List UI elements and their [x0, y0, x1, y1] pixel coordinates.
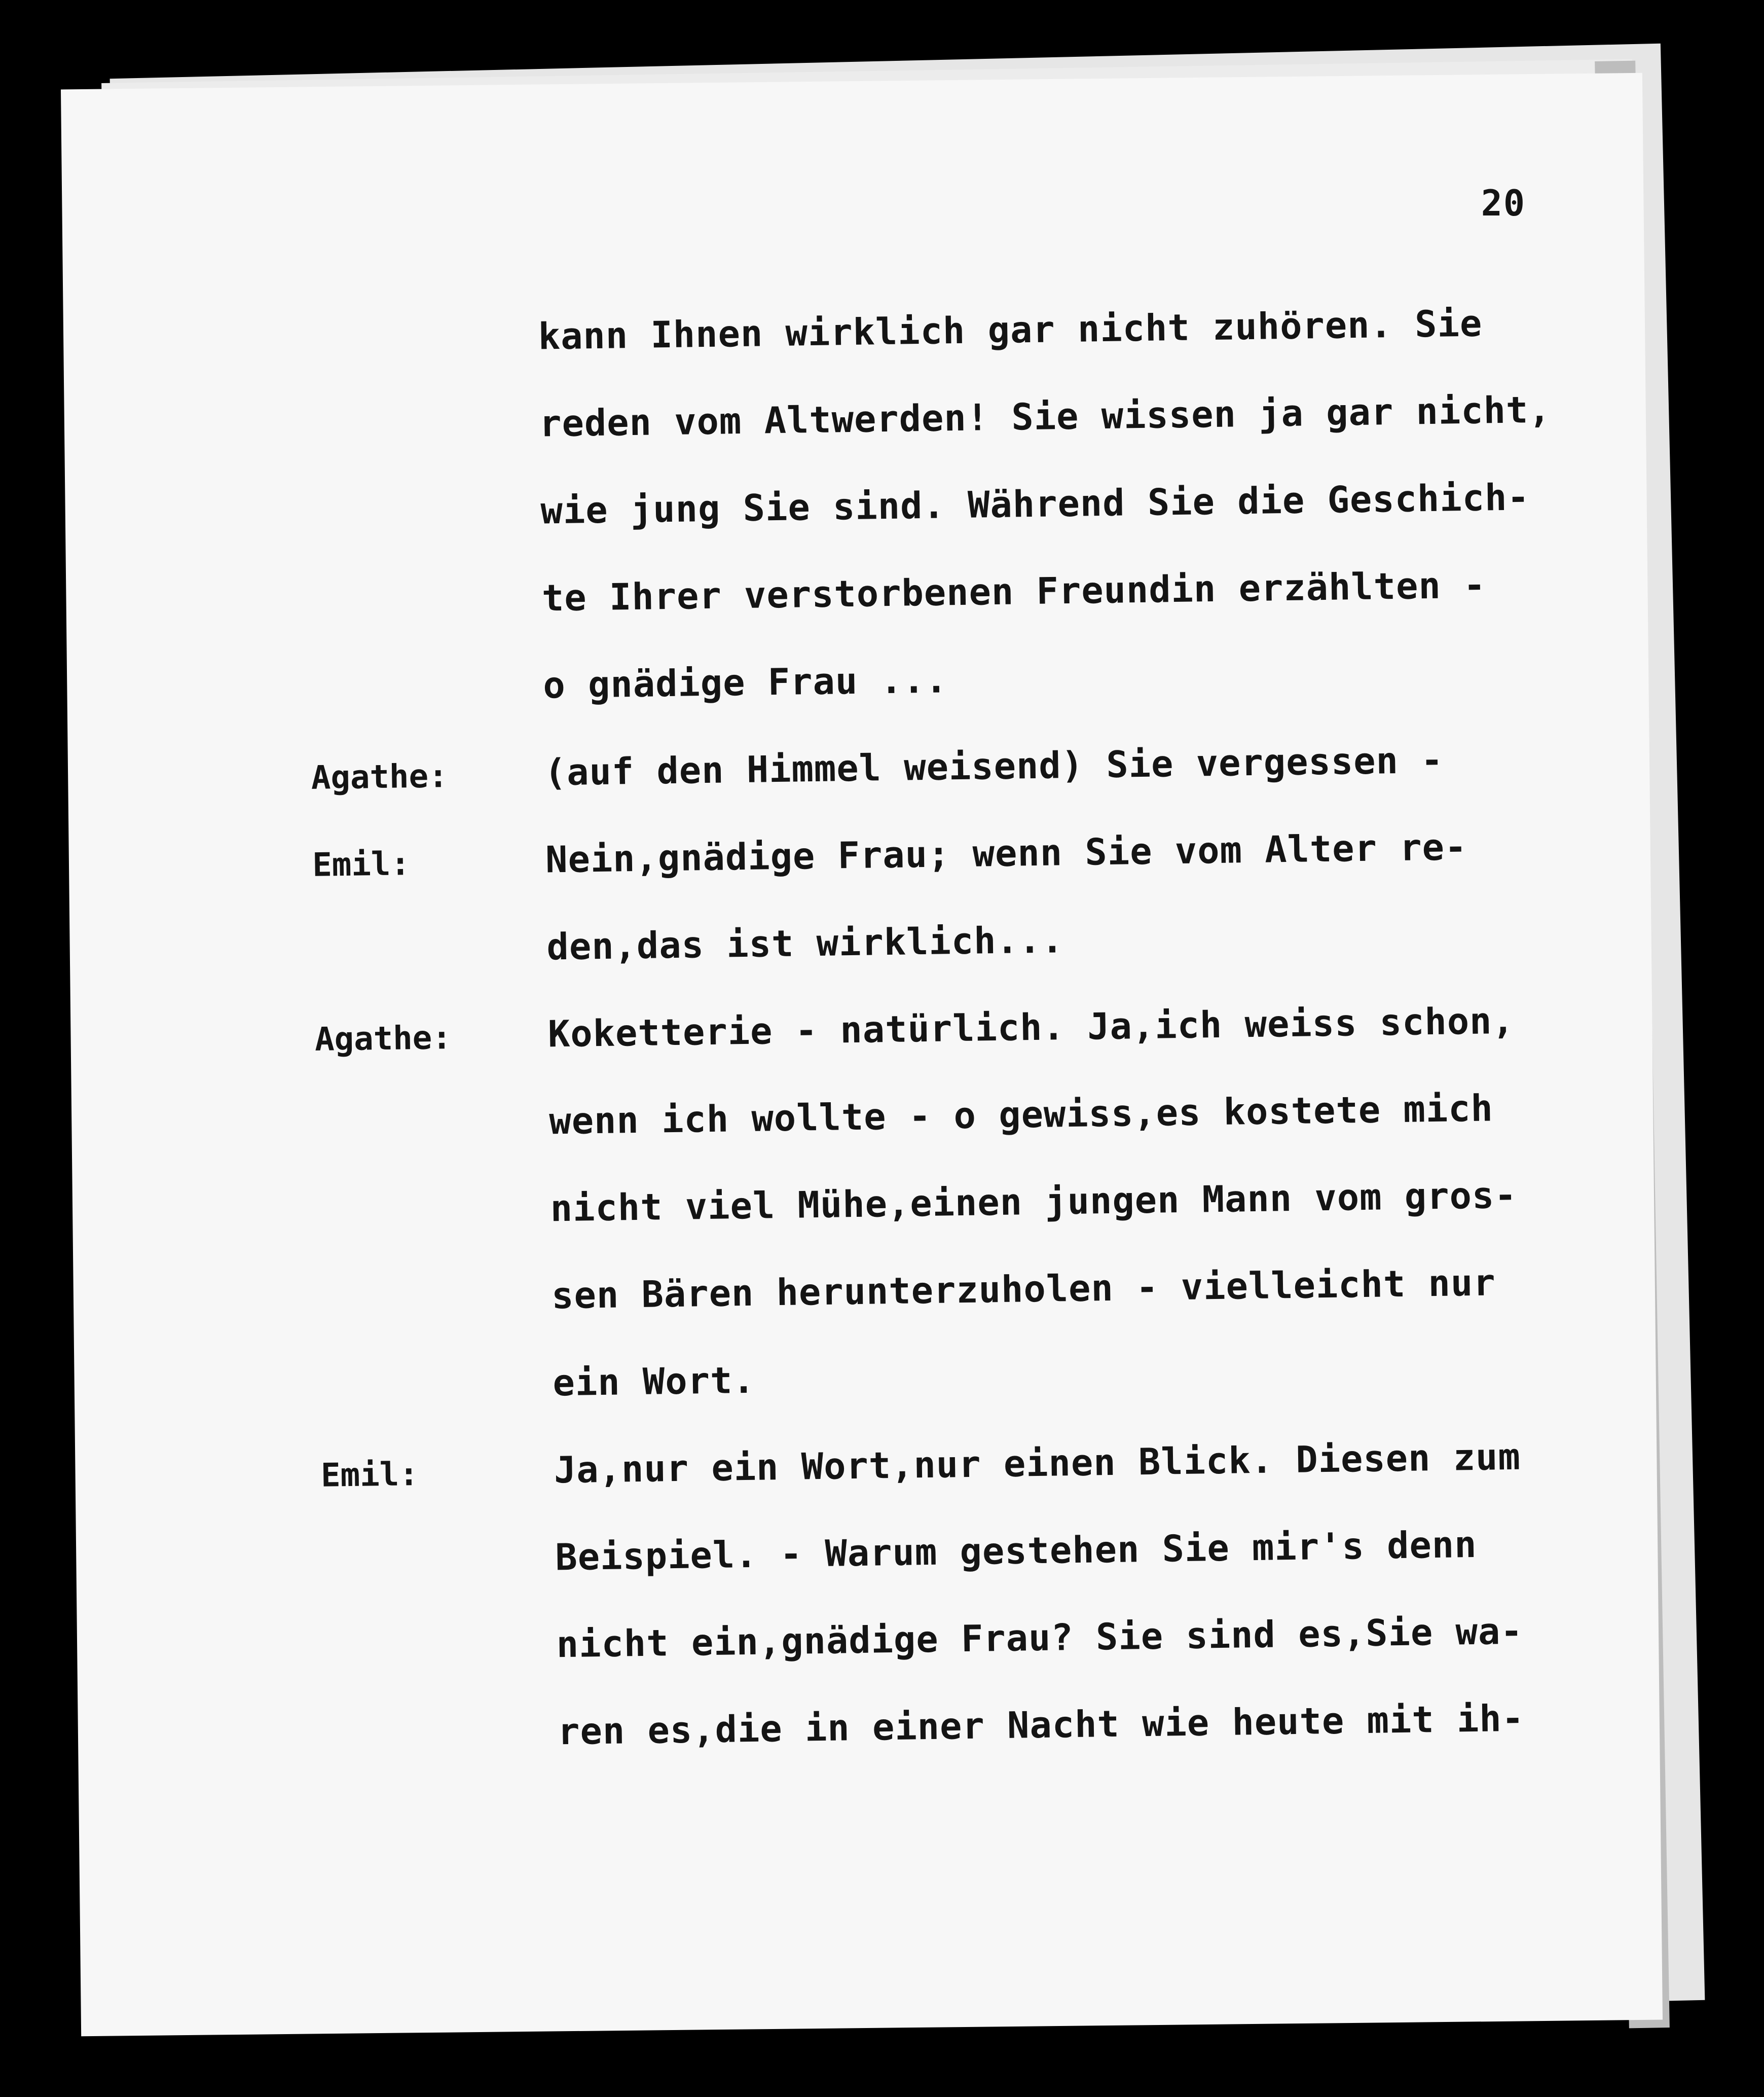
script-line	[317, 1215, 1616, 1320]
speaker-name: Agathe:	[311, 757, 449, 797]
dialogue-text: te Ihrer verstorbenen Freundin erzählten -	[541, 563, 1486, 620]
dialogue-text: Koketterie - natürlich. Ja,ich weiss schon,	[547, 999, 1515, 1056]
script-line	[323, 1651, 1622, 1756]
dialogue-text: nicht viel Mühe,einen jungen Mann vom gros-	[550, 1173, 1518, 1230]
script-line	[311, 779, 1610, 884]
script-line	[322, 1564, 1621, 1669]
dialogue-text: (auf den Himmel weisend) Sie vergessen -	[544, 738, 1444, 794]
script-line	[307, 430, 1605, 535]
page-number: 20	[1481, 183, 1526, 224]
dialogue-text: Ja,nur ein Wort,nur einen Blick. Diesen zum	[554, 1435, 1521, 1492]
dialogue-text: wenn ich wollte - o gewiss,es kostete mich	[548, 1087, 1494, 1143]
script-line	[316, 1128, 1615, 1233]
script-line	[320, 1389, 1619, 1495]
script-line	[308, 517, 1606, 623]
script-line	[321, 1476, 1620, 1582]
script-line	[305, 343, 1604, 448]
dialogue-text: ein Wort.	[553, 1358, 756, 1404]
dialogue-text: o gnädige Frau ...	[542, 658, 948, 707]
script-line	[314, 953, 1612, 1059]
dialogue-text: Beispiel. - Warum gestehen Sie mir's denn	[555, 1523, 1478, 1579]
speaker-name: Agathe:	[314, 1019, 452, 1059]
speaker-name: Emil:	[320, 1456, 419, 1495]
script-line	[310, 692, 1609, 797]
script-line	[315, 1040, 1614, 1146]
dialogue-text: wie jung Sie sind. Während Sie die Geschich-	[540, 476, 1530, 532]
script-text-block	[304, 256, 1623, 1756]
dialogue-text: kann Ihnen wirklich gar nicht zuhören. Sie	[538, 302, 1483, 358]
dialogue-text: Nein,gnädige Frau; wenn Sie vom Alter re-	[545, 825, 1467, 881]
dialogue-text: sen Bären herunterzuholen - vielleicht nur	[551, 1261, 1496, 1317]
script-line	[304, 256, 1603, 361]
dialogue-text: nicht ein,gnädige Frau? Sie sind es,Sie wa-	[556, 1609, 1524, 1666]
dialogue-text: den,das ist wirklich...	[546, 918, 1064, 968]
dialogue-text: reden vom Altwerden! Sie wissen ja gar nicht,	[539, 388, 1552, 445]
speaker-name: Emil:	[312, 845, 411, 884]
dialogue-text: ren es,die in einer Nacht wie heute mit ih-	[557, 1696, 1525, 1753]
